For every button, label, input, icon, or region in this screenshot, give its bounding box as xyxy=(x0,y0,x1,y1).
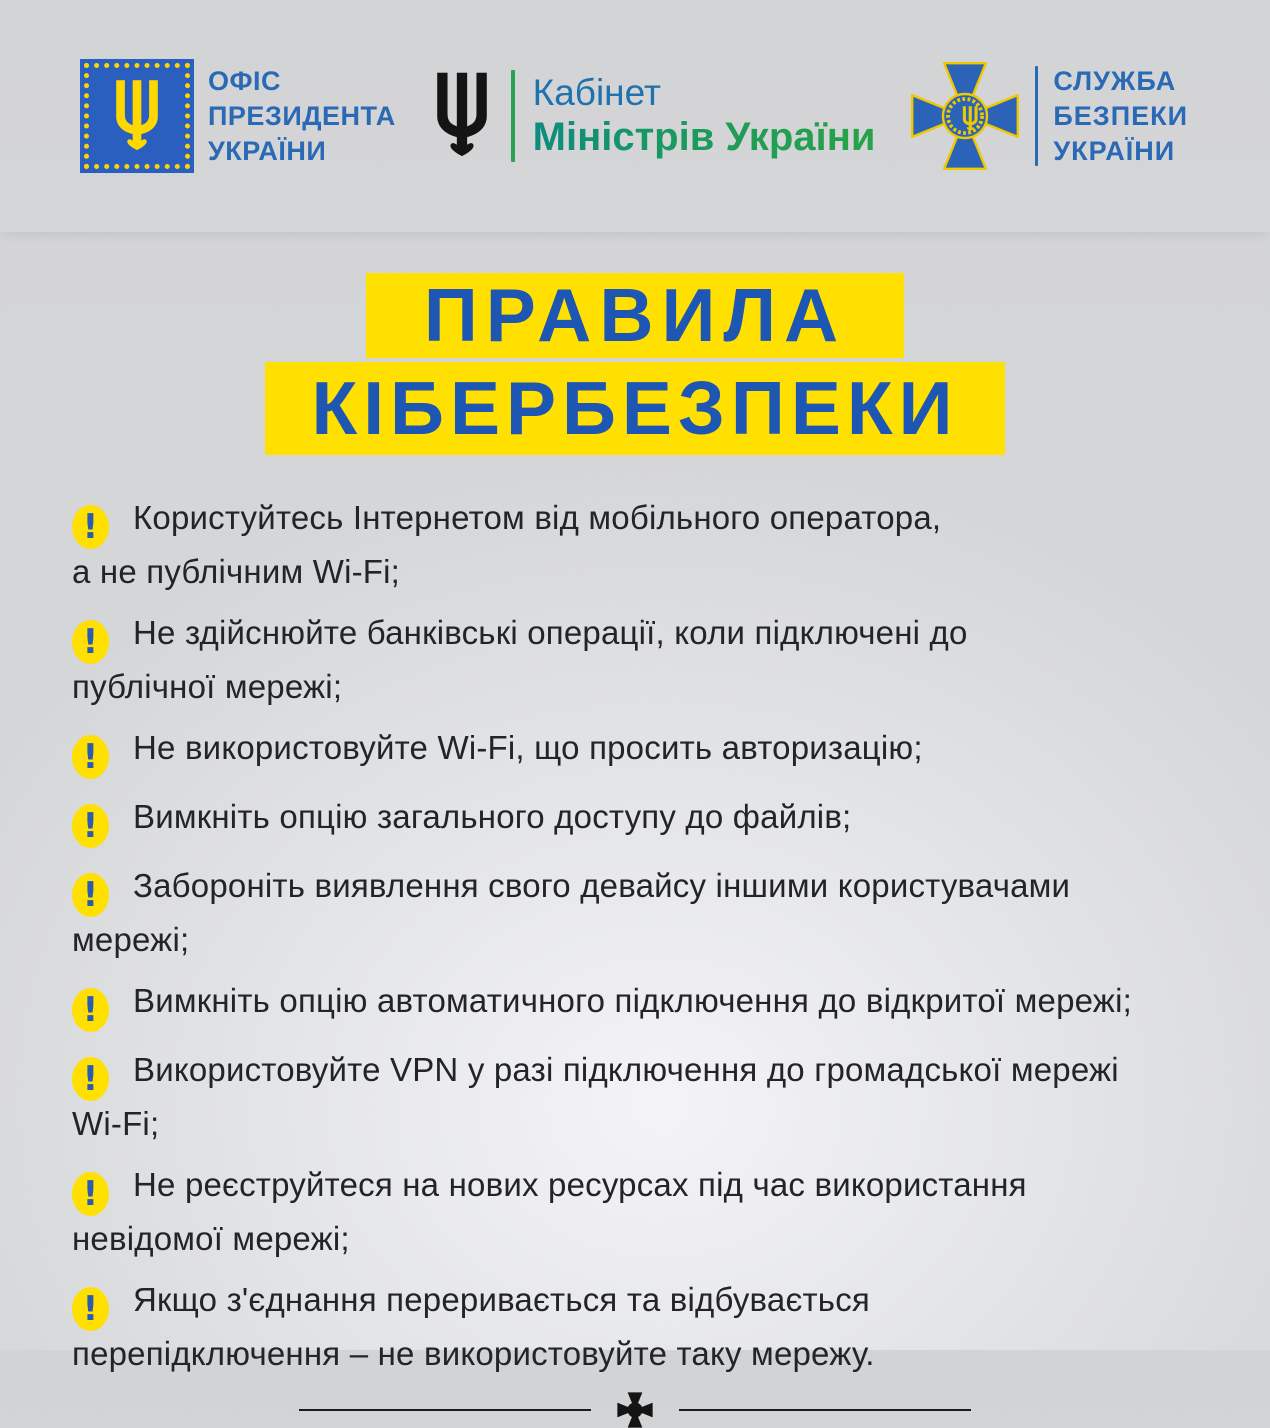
footer-line-left xyxy=(299,1409,591,1411)
rule-text: Користуйтесь Інтернетом від мобільного оператора, xyxy=(133,499,942,536)
page-title-line2: КІБЕРБЕЗПЕКИ xyxy=(265,362,1004,455)
rule-item xyxy=(72,1047,1210,1147)
rule-item xyxy=(72,794,1210,848)
rule-item xyxy=(72,495,1210,595)
rule-text: Wi-Fi; xyxy=(72,1105,160,1142)
exclamation-icon: ! xyxy=(72,1057,109,1101)
sbu-label-line3: УКРАЇНИ xyxy=(1053,135,1176,166)
rule-text: Використовуйте VPN у разі підключення до громадської мережі xyxy=(133,1051,1119,1088)
exclamation-icon: ! xyxy=(72,873,109,917)
rule-item xyxy=(72,863,1210,963)
rule-text: перепідключення – не використовуйте таку мережу. xyxy=(72,1335,875,1372)
exclamation-icon: ! xyxy=(72,620,109,664)
president-office-emblem-icon xyxy=(80,59,194,173)
rule-text: невідомої мережі; xyxy=(72,1220,350,1257)
rule-item xyxy=(72,725,1210,779)
rule-text: Не використовуйте Wi-Fi, що просить авторизацію; xyxy=(133,729,923,766)
cabinet-label-line2: Міністрів України xyxy=(532,115,876,159)
president-office-label xyxy=(208,64,396,169)
page-title xyxy=(0,273,1270,455)
sbu-cross-icon xyxy=(910,61,1020,171)
rule-text: а не публічним Wi-Fi; xyxy=(72,553,401,590)
rule-item xyxy=(72,978,1210,1032)
rules-list xyxy=(0,495,1270,1392)
rule-text: публічної мережі; xyxy=(72,668,343,705)
sbu-logo xyxy=(910,61,1188,171)
cabinet-divider-bar xyxy=(511,70,515,162)
president-label-line3: УКРАЇНИ xyxy=(208,135,327,166)
exclamation-icon: ! xyxy=(72,804,109,848)
cabinet-label-line1: Кабінет xyxy=(532,72,661,113)
rule-item xyxy=(72,1277,1210,1377)
cabinet-label xyxy=(533,72,876,160)
footer-divider xyxy=(0,1392,1270,1428)
president-label-line2: ПРЕЗИДЕНТА xyxy=(208,100,396,131)
rule-text: Вимкніть опцію автоматичного підключення до відкритої мережі; xyxy=(133,982,1132,1019)
rule-item xyxy=(72,1162,1210,1262)
exclamation-icon: ! xyxy=(72,1172,109,1216)
exclamation-icon: ! xyxy=(72,1287,109,1331)
rule-item xyxy=(72,610,1210,710)
rule-text: Вимкніть опцію загального доступу до файлів; xyxy=(133,798,852,835)
exclamation-icon: ! xyxy=(72,988,109,1032)
exclamation-icon: ! xyxy=(72,505,109,549)
president-label-line1: ОФІС xyxy=(208,65,282,96)
exclamation-icon: ! xyxy=(72,735,109,779)
president-office-logo xyxy=(80,59,396,173)
rule-text: Забороніть виявлення свого девайсу іншими користувачами xyxy=(133,867,1071,904)
rule-text: Якщо з'єднання переривається та відбувається xyxy=(133,1281,870,1318)
rule-text: Не реєструйтеся на нових ресурсах під час використання xyxy=(133,1166,1027,1203)
sbu-label xyxy=(1053,64,1188,169)
sbu-label-line1: СЛУЖБА xyxy=(1053,65,1177,96)
header-logos xyxy=(0,0,1270,232)
rule-text: мережі; xyxy=(72,921,190,958)
cabinet-of-ministers-logo xyxy=(431,70,876,162)
cabinet-trident-icon xyxy=(431,70,493,162)
sbu-label-line2: БЕЗПЕКИ xyxy=(1053,100,1188,131)
sbu-divider-bar xyxy=(1035,66,1038,166)
page-title-line1: ПРАВИЛА xyxy=(366,273,904,358)
rule-text: Не здійснюйте банківські операції, коли підключені до xyxy=(133,614,968,651)
maltese-cross-icon xyxy=(617,1392,653,1428)
footer-line-right xyxy=(679,1409,971,1411)
